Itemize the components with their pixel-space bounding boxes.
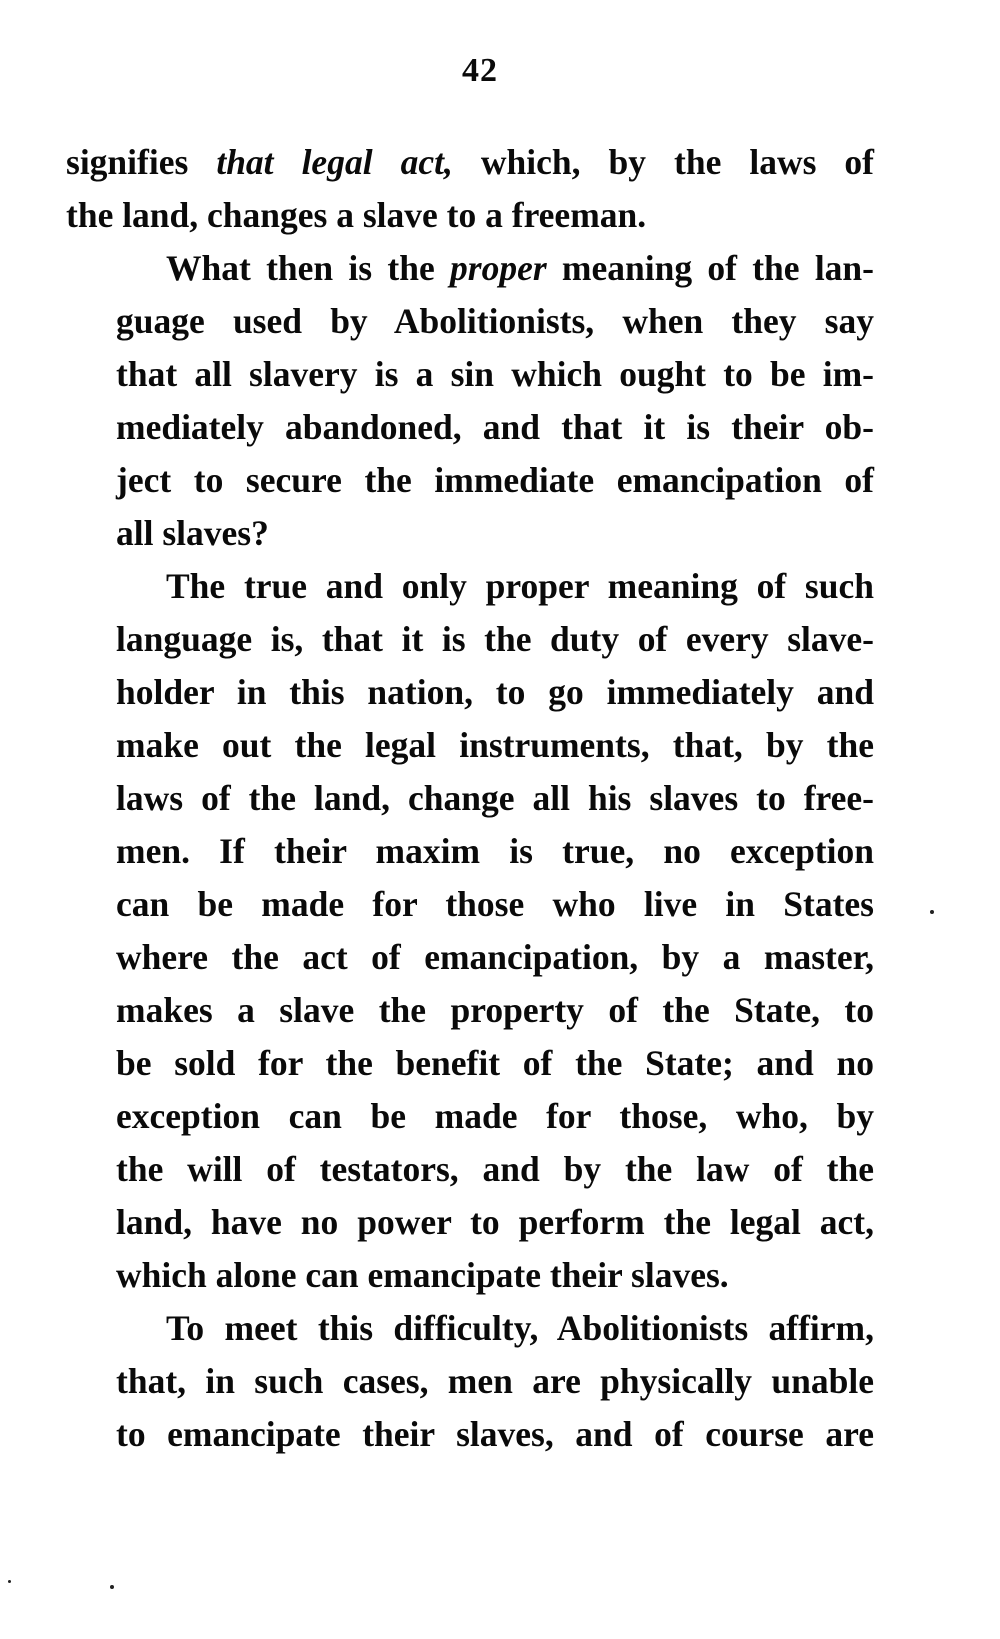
- paragraph: [66, 1302, 874, 1461]
- text-run: holder in this nation, to go immediately and: [116, 672, 874, 712]
- italic-text: that legal act,: [216, 142, 453, 182]
- text-run: the land, changes a slave to a freeman.: [66, 195, 647, 235]
- text-line: [66, 1302, 874, 1355]
- text-line: [66, 295, 874, 348]
- text-run: guage used by Abolitionists, when they say: [116, 301, 874, 341]
- text-run: that all slavery is a sin which ought to be im-: [116, 354, 874, 394]
- text-line: [66, 666, 874, 719]
- paragraph: [66, 242, 874, 560]
- text-run: meaning of the lan-: [546, 248, 874, 288]
- text-run: the will of testators, and by the law of the: [116, 1149, 874, 1189]
- text-run: laws of the land, change all his slaves to free-: [116, 778, 874, 818]
- text-run: exception can be made for those, who, by: [116, 1096, 874, 1136]
- text-run: makes a slave the property of the State, to: [116, 990, 874, 1030]
- text-run: where the act of emancipation, by a master,: [116, 937, 874, 977]
- paragraph: [66, 560, 874, 1302]
- text-line: [66, 242, 874, 295]
- text-line: [66, 454, 874, 507]
- italic-text: proper: [450, 248, 547, 288]
- text-run: mediately abandoned, and that it is their ob-: [116, 407, 874, 447]
- text-line: [66, 348, 874, 401]
- scan-speck: [8, 1580, 11, 1583]
- text-run: The true and only proper meaning of such: [166, 566, 874, 606]
- body-text: [66, 136, 874, 1461]
- text-run: What then is the: [166, 248, 450, 288]
- text-line: [66, 613, 874, 666]
- text-line: [66, 1090, 874, 1143]
- text-line: [66, 560, 874, 613]
- text-line: [66, 772, 874, 825]
- text-run: that, in such cases, men are physically unable: [116, 1361, 874, 1401]
- text-line: [66, 825, 874, 878]
- text-line: [66, 1037, 874, 1090]
- text-line: [66, 401, 874, 454]
- text-line: [66, 719, 874, 772]
- text-line: [66, 1249, 874, 1302]
- text-run: ject to secure the immediate emancipation of: [116, 460, 874, 500]
- scan-speck: [110, 1585, 114, 1589]
- text-line: [66, 136, 874, 189]
- text-run: signifies: [66, 142, 217, 182]
- paragraph: [66, 136, 874, 242]
- text-line: [66, 1143, 874, 1196]
- text-run: make out the legal instruments, that, by the: [116, 725, 874, 765]
- text-run: which, by the laws of: [452, 142, 875, 182]
- text-run: language is, that it is the duty of every slave-: [116, 619, 874, 659]
- text-run: land, have no power to perform the legal act,: [116, 1202, 874, 1242]
- text-run: which alone can emancipate their slaves.: [116, 1255, 729, 1295]
- text-run: To meet this difficulty, Abolitionists affirm,: [166, 1308, 874, 1348]
- text-run: all slaves?: [116, 513, 269, 553]
- page-number: 42: [462, 52, 498, 89]
- text-line: [66, 1196, 874, 1249]
- text-line: [66, 1355, 874, 1408]
- text-line: [66, 507, 874, 560]
- text-line: [66, 878, 874, 931]
- text-run: can be made for those who live in States: [116, 884, 874, 924]
- text-line: [66, 1408, 874, 1461]
- text-line: [66, 984, 874, 1037]
- text-run: men. If their maxim is true, no exception: [116, 831, 874, 871]
- text-run: to emancipate their slaves, and of course are: [116, 1414, 874, 1454]
- text-run: be sold for the benefit of the State; and no: [116, 1043, 874, 1083]
- scan-speck: [930, 910, 934, 914]
- text-line: [66, 931, 874, 984]
- text-line: [66, 189, 874, 242]
